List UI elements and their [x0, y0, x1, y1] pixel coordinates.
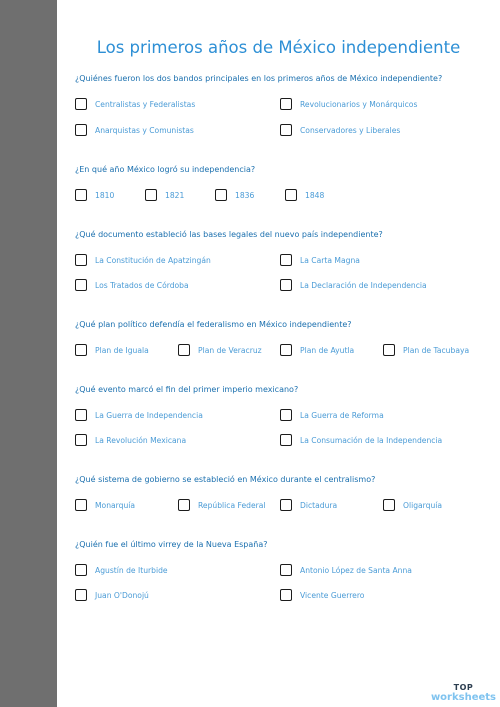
- checkbox[interactable]: [280, 564, 292, 576]
- option-q3-a[interactable]: La Constitución de Apatzingán: [75, 252, 211, 268]
- worksheet-title: Los primeros años de México independiente: [96, 38, 461, 57]
- checkbox[interactable]: [75, 344, 87, 356]
- option-q2-c[interactable]: 1836: [215, 187, 254, 203]
- question-5: ¿Qué evento marcó el fin del primer imperio mexicano?: [75, 385, 299, 394]
- checkbox[interactable]: [178, 499, 190, 511]
- option-q5-c[interactable]: La Revolución Mexicana: [75, 432, 186, 448]
- option-q2-d[interactable]: 1848: [285, 187, 324, 203]
- option-q1-d[interactable]: Conservadores y Liberales: [280, 122, 400, 138]
- option-q3-c[interactable]: Los Tratados de Córdoba: [75, 277, 189, 293]
- checkbox[interactable]: [383, 499, 395, 511]
- option-q1-c[interactable]: Anarquistas y Comunistas: [75, 122, 194, 138]
- option-q7-b[interactable]: Antonio López de Santa Anna: [280, 562, 412, 578]
- logo-top-text: TOP: [453, 683, 474, 692]
- checkbox[interactable]: [75, 434, 87, 446]
- option-q5-d[interactable]: La Consumación de la Independencia: [280, 432, 442, 448]
- option-q4-b[interactable]: Plan de Veracruz: [178, 342, 262, 358]
- option-q5-b[interactable]: La Guerra de Reforma: [280, 407, 384, 423]
- checkbox[interactable]: [75, 564, 87, 576]
- option-q1-b[interactable]: Revolucionarios y Monárquicos: [280, 96, 417, 112]
- checkbox[interactable]: [280, 344, 292, 356]
- checkbox[interactable]: [280, 499, 292, 511]
- checkbox[interactable]: [280, 409, 292, 421]
- checkbox[interactable]: [75, 254, 87, 266]
- checkbox[interactable]: [75, 409, 87, 421]
- checkbox[interactable]: [285, 189, 297, 201]
- option-q3-d[interactable]: La Declaración de Independencia: [280, 277, 427, 293]
- question-3: ¿Qué documento estableció las bases legales del nuevo país independiente?: [75, 230, 383, 239]
- checkbox[interactable]: [280, 254, 292, 266]
- question-4: ¿Qué plan político defendía el federalismo en México independiente?: [75, 320, 352, 329]
- option-q5-a[interactable]: La Guerra de Independencia: [75, 407, 203, 423]
- checkbox[interactable]: [215, 189, 227, 201]
- checkbox[interactable]: [178, 344, 190, 356]
- option-q4-c[interactable]: Plan de Ayutla: [280, 342, 354, 358]
- option-q6-a[interactable]: Monarquía: [75, 497, 135, 513]
- option-q6-b[interactable]: República Federal: [178, 497, 266, 513]
- checkbox[interactable]: [280, 98, 292, 110]
- checkbox[interactable]: [75, 124, 87, 136]
- checkbox[interactable]: [75, 499, 87, 511]
- checkbox[interactable]: [75, 98, 87, 110]
- option-q7-c[interactable]: Juan O'Donojú: [75, 587, 149, 603]
- option-q7-d[interactable]: Vicente Guerrero: [280, 587, 364, 603]
- option-q4-d[interactable]: Plan de Tacubaya: [383, 342, 469, 358]
- topworksheets-logo: [431, 683, 496, 703]
- question-7: ¿Quién fue el último virrey de la Nueva España?: [75, 540, 268, 549]
- checkbox[interactable]: [280, 589, 292, 601]
- option-q4-a[interactable]: Plan de Iguala: [75, 342, 149, 358]
- question-2: ¿En qué año México logró su independencia?: [75, 165, 256, 174]
- option-q1-a[interactable]: Centralistas y Federalistas: [75, 96, 195, 112]
- checkbox[interactable]: [280, 279, 292, 291]
- question-6: ¿Qué sistema de gobierno se estableció en México durante el centralismo?: [75, 475, 376, 484]
- checkbox[interactable]: [145, 189, 157, 201]
- option-q2-a[interactable]: 1810: [75, 187, 114, 203]
- logo-bottom-text: worksheets: [430, 692, 496, 703]
- option-q7-a[interactable]: Agustín de Iturbide: [75, 562, 168, 578]
- checkbox[interactable]: [280, 124, 292, 136]
- checkbox[interactable]: [75, 279, 87, 291]
- checkbox[interactable]: [75, 189, 87, 201]
- checkbox[interactable]: [383, 344, 395, 356]
- left-margin-bar: [0, 0, 57, 707]
- question-1: ¿Quiénes fueron los dos bandos principales en los primeros años de México independiente?: [75, 74, 443, 83]
- checkbox[interactable]: [75, 589, 87, 601]
- option-q3-b[interactable]: La Carta Magna: [280, 252, 360, 268]
- checkbox[interactable]: [280, 434, 292, 446]
- option-q2-b[interactable]: 1821: [145, 187, 184, 203]
- option-q6-c[interactable]: Dictadura: [280, 497, 337, 513]
- option-q6-d[interactable]: Oligarquía: [383, 497, 442, 513]
